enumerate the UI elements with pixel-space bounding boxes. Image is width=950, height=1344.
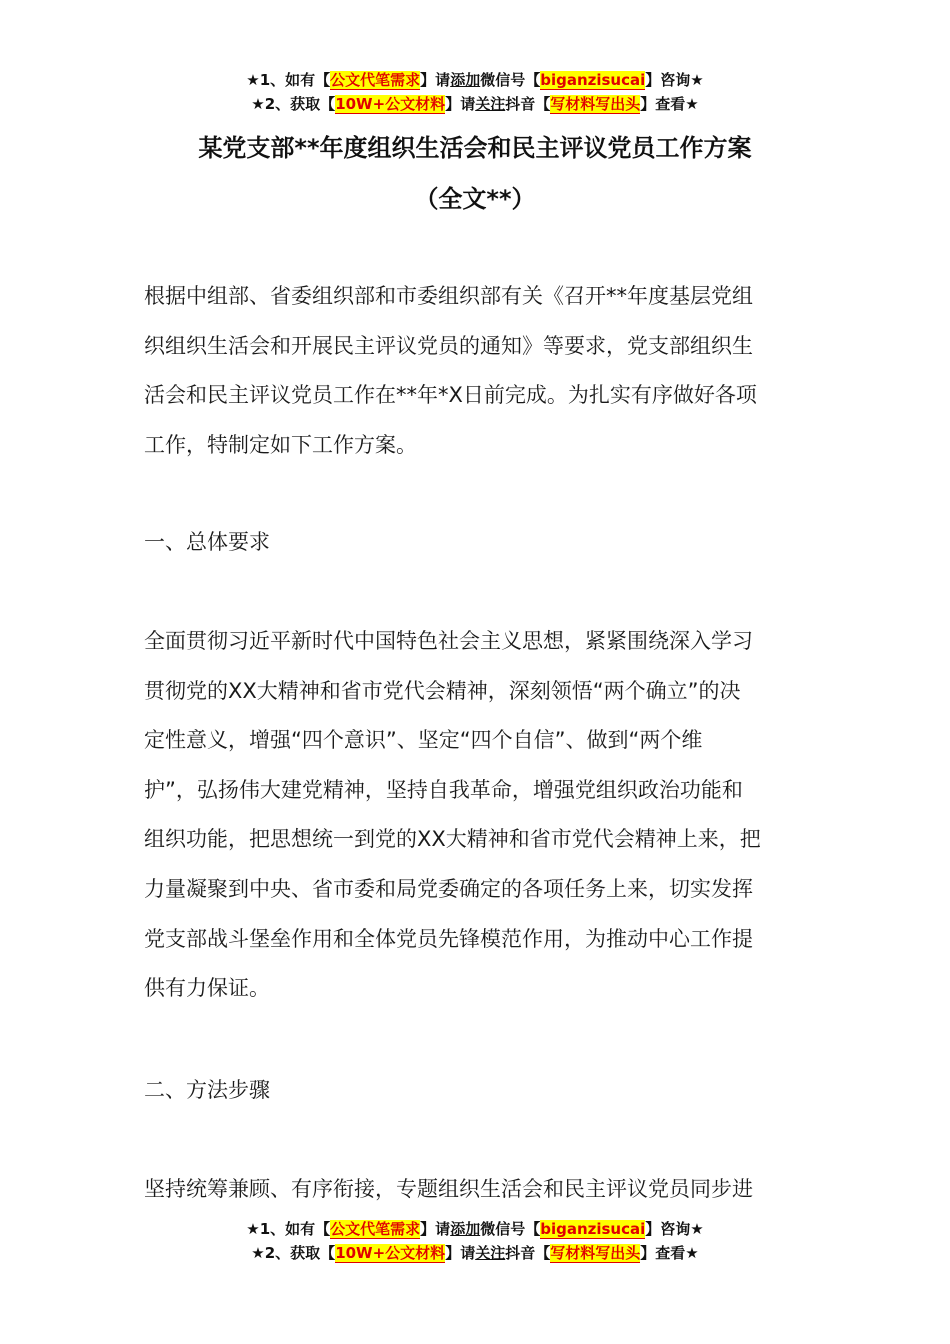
promo-highlight-wechat-id: biganzisucai bbox=[540, 1220, 646, 1238]
promo-underline-follow: 关注 bbox=[475, 1244, 506, 1262]
promo-text: 】咨询★ bbox=[645, 71, 704, 89]
promo-text: 抖音【 bbox=[505, 1244, 551, 1262]
requirements-paragraph bbox=[144, 617, 808, 1014]
promo-text: 抖音【 bbox=[505, 95, 551, 113]
promo-text: 】请 bbox=[420, 1220, 451, 1238]
promo-line-1 bbox=[0, 68, 950, 92]
document-subtitle: （全文**） bbox=[414, 185, 536, 213]
promo-underline-add: 添加 bbox=[450, 71, 481, 89]
paragraph-line: 供有力保证。 bbox=[144, 976, 270, 1001]
promo-line-1 bbox=[0, 1217, 950, 1241]
promo-text: 微信号【 bbox=[480, 1220, 541, 1238]
promo-highlight-materials: 10W+公文材料 bbox=[335, 95, 446, 113]
promo-highlight-materials: 10W+公文材料 bbox=[335, 1244, 446, 1262]
promo-text: 】请 bbox=[445, 95, 476, 113]
promo-text: 微信号【 bbox=[480, 71, 541, 89]
promo-text: ★1、如有【 bbox=[246, 71, 331, 89]
document-title: 某党支部**年度组织生活会和民主评议党员工作方案 bbox=[198, 134, 752, 162]
promo-highlight-service: 公文代笔需求 bbox=[330, 71, 421, 89]
promo-text: 】请 bbox=[420, 71, 451, 89]
promo-highlight-douyin: 写材料写出头 bbox=[550, 1244, 641, 1262]
promo-text: ★2、获取【 bbox=[251, 1244, 336, 1262]
promo-text: 】查看★ bbox=[640, 1244, 699, 1262]
paragraph-line: 定性意义，增强“四个意识”、坚定“四个自信”、做到“两个维 bbox=[144, 728, 703, 753]
paragraph-line: 党支部战斗堡垒作用和全体党员先锋模范作用，为推动中心工作提 bbox=[144, 926, 753, 951]
paragraph-line: 根据中组部、省委组织部和市委组织部有关《召开**年度基层党组 bbox=[144, 284, 753, 308]
promo-text: ★1、如有【 bbox=[246, 1220, 331, 1238]
intro-paragraph bbox=[144, 272, 808, 470]
paragraph-line: 护”，弘扬伟大建党精神，坚持自我革命，增强党组织政治功能和 bbox=[144, 777, 743, 802]
paragraph-line: 全面贯彻习近平新时代中国特色社会主义思想，紧紧围绕深入学习 bbox=[144, 629, 753, 653]
paragraph-line: 坚持统筹兼顾、有序衔接，专题组织生活会和民主评议党员同步进 bbox=[144, 1177, 753, 1201]
promo-text: 】咨询★ bbox=[645, 1220, 704, 1238]
footer-promo-banner bbox=[0, 1217, 950, 1265]
methods-paragraph bbox=[144, 1165, 808, 1215]
header-promo-banner bbox=[0, 68, 950, 116]
section-heading-methods-steps: 二、方法步骤 bbox=[144, 1078, 270, 1102]
promo-text: 】查看★ bbox=[640, 95, 699, 113]
paragraph-line: 工作，特制定如下工作方案。 bbox=[144, 432, 417, 457]
promo-highlight-douyin: 写材料写出头 bbox=[550, 95, 641, 113]
promo-highlight-wechat-id: biganzisucai bbox=[540, 71, 646, 89]
paragraph-line: 贯彻党的XX大精神和省市党代会精神，深刻领悟“两个确立”的决 bbox=[144, 678, 741, 703]
paragraph-line: 力量凝聚到中央、省市委和局党委确定的各项任务上来，切实发挥 bbox=[144, 876, 753, 901]
promo-line-2 bbox=[0, 92, 950, 116]
paragraph-line: 组织功能，把思想统一到党的XX大精神和省市党代会精神上来，把 bbox=[144, 827, 761, 852]
promo-highlight-service: 公文代笔需求 bbox=[330, 1220, 421, 1238]
promo-text: ★2、获取【 bbox=[251, 95, 336, 113]
promo-underline-follow: 关注 bbox=[475, 95, 506, 113]
promo-text: 】请 bbox=[445, 1244, 476, 1262]
section-heading-overall-requirements: 一、总体要求 bbox=[144, 530, 270, 554]
promo-line-2 bbox=[0, 1241, 950, 1265]
paragraph-line: 织组织生活会和开展民主评议党员的通知》等要求，党支部组织生 bbox=[144, 333, 753, 358]
paragraph-line: 活会和民主评议党员工作在**年*X日前完成。为扎实有序做好各项 bbox=[144, 383, 757, 408]
promo-underline-add: 添加 bbox=[450, 1220, 481, 1238]
